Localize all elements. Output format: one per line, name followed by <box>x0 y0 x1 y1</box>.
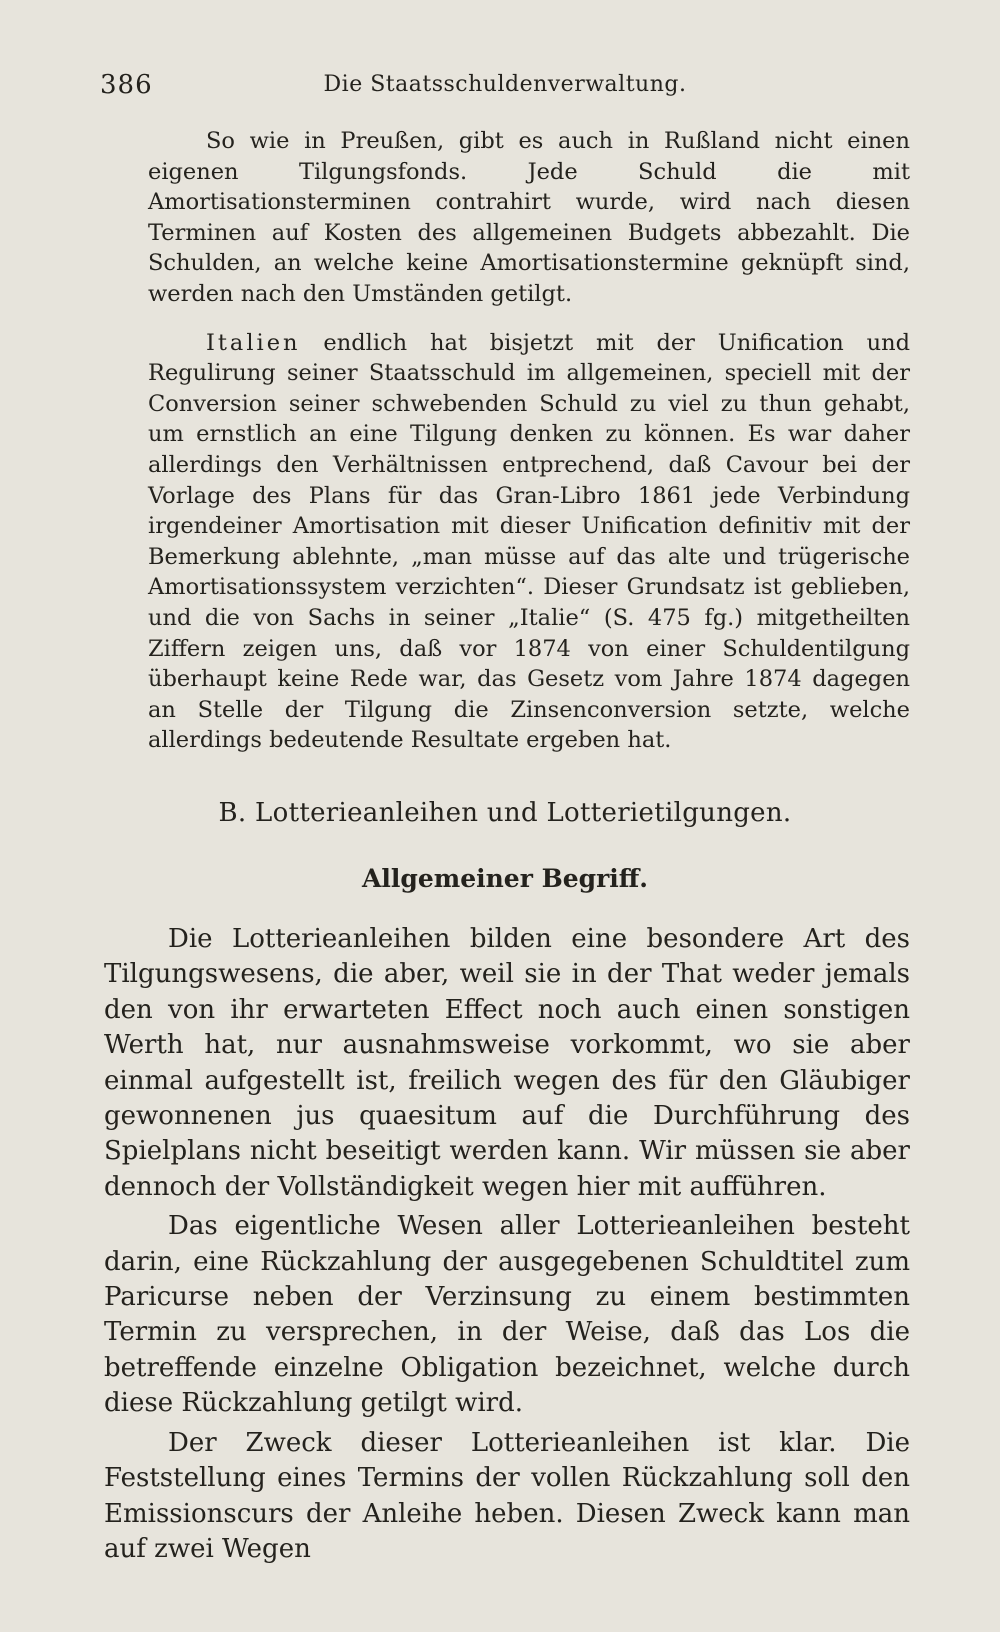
paragraph-italy <box>148 328 910 756</box>
section-a-text <box>148 126 910 756</box>
page-header <box>100 70 910 104</box>
section-subheading: Allgemeiner Begriff. <box>362 864 648 893</box>
paragraph-russia: So wie in Preußen, gibt es auch in Rußland nicht einen eigenen Tilgungsfonds. Jede Schuld die mit Amortisationsterminen contrahirt wurde, wird nach diesen Terminen auf Kosten des allgemeinen Budgets abbezahlt. Die Schulden, an welche keine Amortisationstermine geknüpft sind, werden nach den Umständen getilgt. <box>148 128 910 307</box>
paragraph-definition: Die Lotterieanleihen bilden eine besondere Art des Tilgungswesens, die aber, weil sie in der That weder jemals den von ihr erwarteten Effect noch auch einen sonstigen Werth hat, nur ausnahmsweise vorkommt, wo sie aber einmal aufgestellt ist, freilich wegen des für den Gläubiger gewonnenen jus quaesitum auf die Durchführung des Spielplans nicht beseitigt werden kann. Wir müssen sie aber dennoch der Vollständigkeit wegen hier mit aufführen. <box>104 924 910 1202</box>
paragraph-essence: Das eigentliche Wesen aller Lotterieanleihen besteht darin, eine Rückzahlung der ausgegebenen Schuldtitel zum Paricurse neben der Verzinsung zu einem bestimmten Termin zu versprechen, in der Weise, daß das Los die betreffende einzelne Obligation bezeichnet, welche durch diese Rückzahlung getilgt wird. <box>104 1211 910 1419</box>
italy-paragraph-body: endlich hat bisjetzt mit der Unification und Regulirung seiner Staatsschuld im allgemeinen, speciell mit der Conversion seiner schwebenden Schuld zu viel zu thun gehabt, um ernstlich an eine Tilgung denken zu können. Es war daher allerdings den Verhältnissen entprechend, daß Cavour bei der Vorlage des Plans für das Gran-Libro 1861 jede Verbindung irgendeiner Amortisation mit dieser Unification definitiv mit der Bemerkung ablehnte, „man müsse auf das alte und trügerische Amortisationssystem verzichten“. Dieser Grundsatz ist geblieben, und die von Sachs in seiner „Italie“ (S. 475 fg.) mitgetheilten Ziffern zeigen uns, daß vor 1874 von einer Schuldentilgung überhaupt keine Rede war, das Gesetz vom Jahre 1874 dagegen an Stelle der Tilgung die Zinsenconversion setzte, welche allerdings bedeutende Resultate ergeben hat. <box>148 329 910 754</box>
section-b-text <box>104 922 910 1567</box>
paragraph-purpose: Der Zweck dieser Lotterieanleihen ist klar. Die Feststellung eines Termins der vollen Rückzahlung soll den Emissionscurs der Anleihe heben. Diesen Zweck kann man auf zwei Wegen <box>104 1427 910 1564</box>
section-heading: B. Lotterieanleihen und Lotterietilgungen. <box>218 798 792 828</box>
italy-lead-word: Italien <box>206 329 301 356</box>
running-title: Die Staatsschuldenverwaltung. <box>323 72 687 97</box>
page-number: 386 <box>100 70 153 100</box>
